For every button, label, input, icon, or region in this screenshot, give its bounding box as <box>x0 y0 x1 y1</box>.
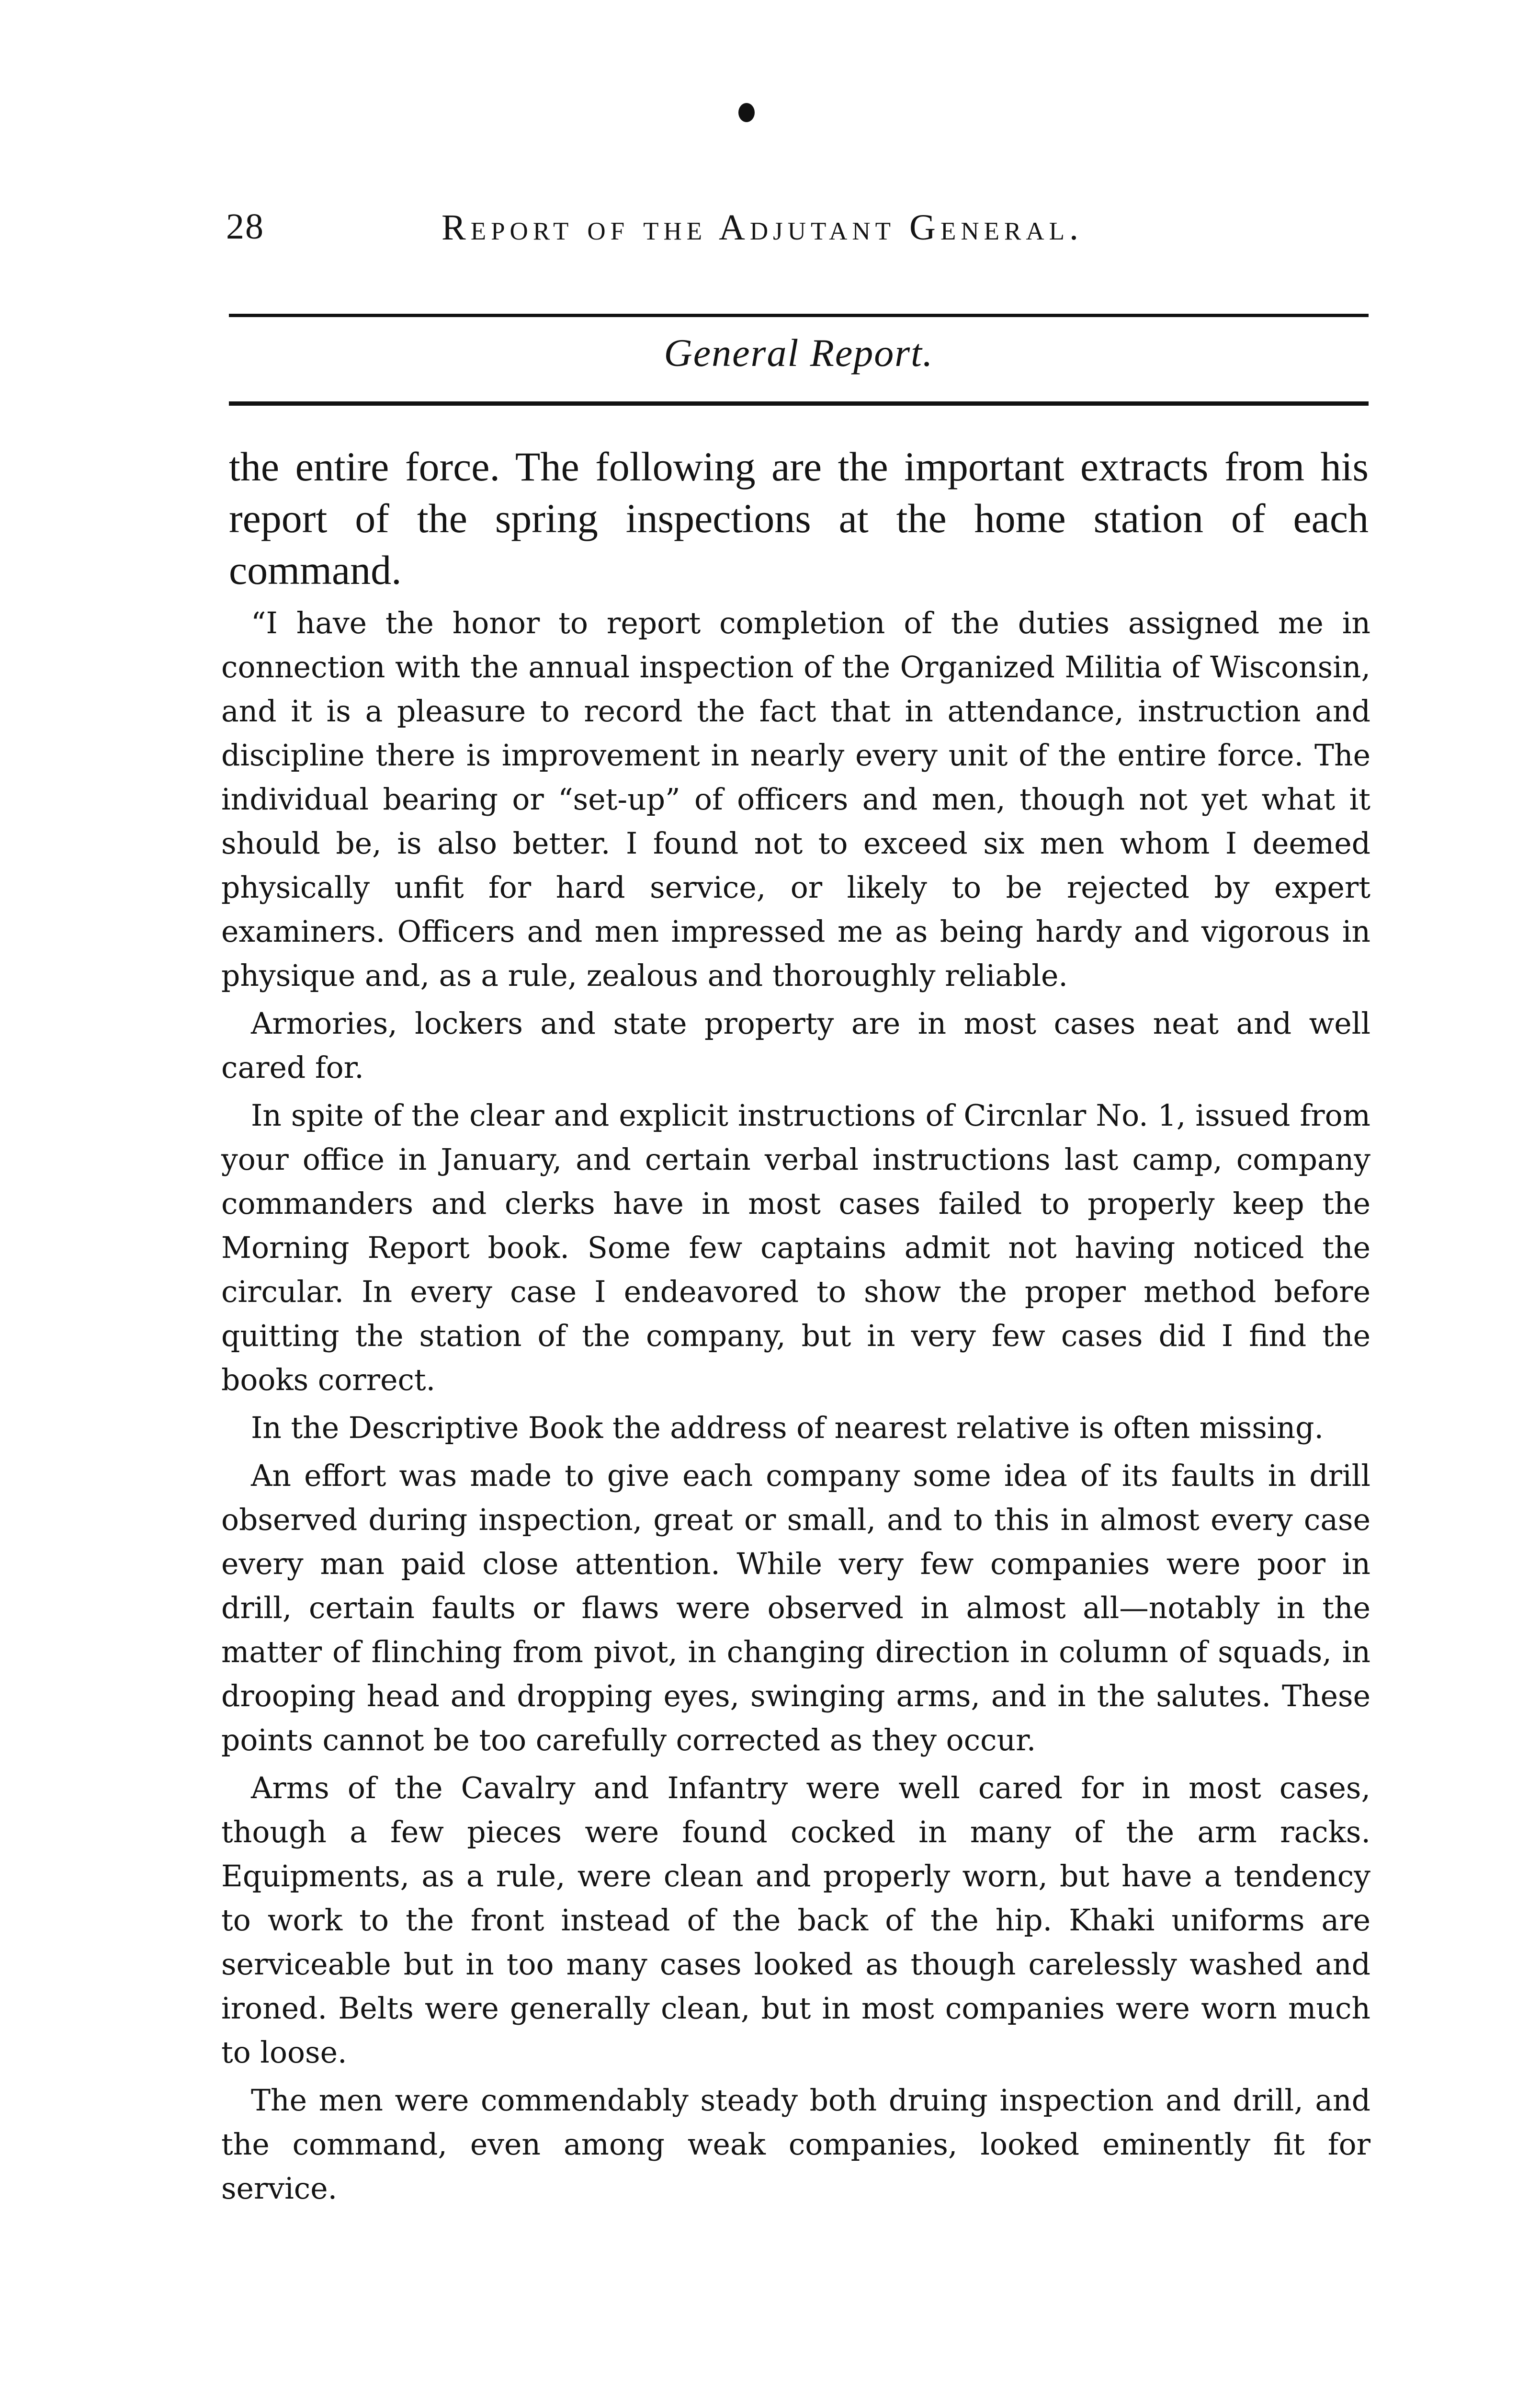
page-number: 28 <box>226 206 264 247</box>
paragraph-armories: Armories, lockers and state property are in most cases neat and well cared for. <box>221 1006 1370 1085</box>
header-rule-top <box>229 314 1369 317</box>
running-title: Report of the Adjutant General. <box>442 207 1083 248</box>
paragraph-circular: In spite of the clear and explicit instructions of Circnlar No. 1, issued from your office in January, and certain verbal instructions last camp, company commanders and clerks have in most cases failed to properly keep the Morning Report book. Some few captains admit not having noticed the circular. In every case I endeavored to show the proper method before quitting the station of the company, but in very few cases did I find the books correct. <box>221 1098 1370 1397</box>
paragraph-honor: “I have the honor to report completion of the duties assigned me in connection with the annual inspection of the Organized Militia of Wisconsin, and it is a pleasure to record the fact that in attendance, instruction and discipline there is improvement in nearly every unit of the entire force. The individual bearing or “set-up” of officers and men, though not yet what it should be, is also better. I found not to exceed six men whom I deemed physically unfit for hard service, or likely to be rejected by expert examiners. Officers and men impressed me as being hardy and vigorous in physique and, as a rule, zealous and thoroughly reliable. <box>221 606 1370 993</box>
paragraph-drill: An effort was made to give each company some idea of its faults in drill observed during inspection, great or small, and to this in almost every case every man paid close attention. While very few companies were poor in drill, certain faults or flaws were observed in almost all—notably in the matter of flinching from pivot, in changing direction in column of squads, in drooping head and dropping eyes, swinging arms, and in the salutes. These points cannot be too carefully corrected as they occur. <box>221 1459 1370 1757</box>
section-title: General Report. <box>664 331 934 375</box>
page-header <box>226 206 1366 259</box>
quoted-report <box>221 601 1370 2214</box>
header-rule-bottom <box>229 401 1369 406</box>
paragraph-steady: The men were commendably steady both druing inspection and drill, and the command, even among weak companies, looked eminently fit for service. <box>221 2083 1370 2206</box>
paragraph-descriptive-book: In the Descriptive Book the address of nearest relative is often missing. <box>251 1411 1324 1445</box>
paragraph-arms: Arms of the Cavalry and Infantry were well cared for in most cases, though a few pieces were found cocked in many of the arm racks. Equipments, as a rule, were clean and properly worn, but have a tendency to work to the front instead of the back of the hip. Khaki uniforms are serviceable but in too many cases looked as though carelessly washed and ironed. Belts were generally clean, but in most companies were worn much to loose. <box>221 1771 1370 2070</box>
printer-ornament-dot <box>738 103 755 122</box>
intro-paragraph: the entire force. The following are the important extracts from his report of the spring inspections at the home station of each command. <box>229 444 1369 593</box>
